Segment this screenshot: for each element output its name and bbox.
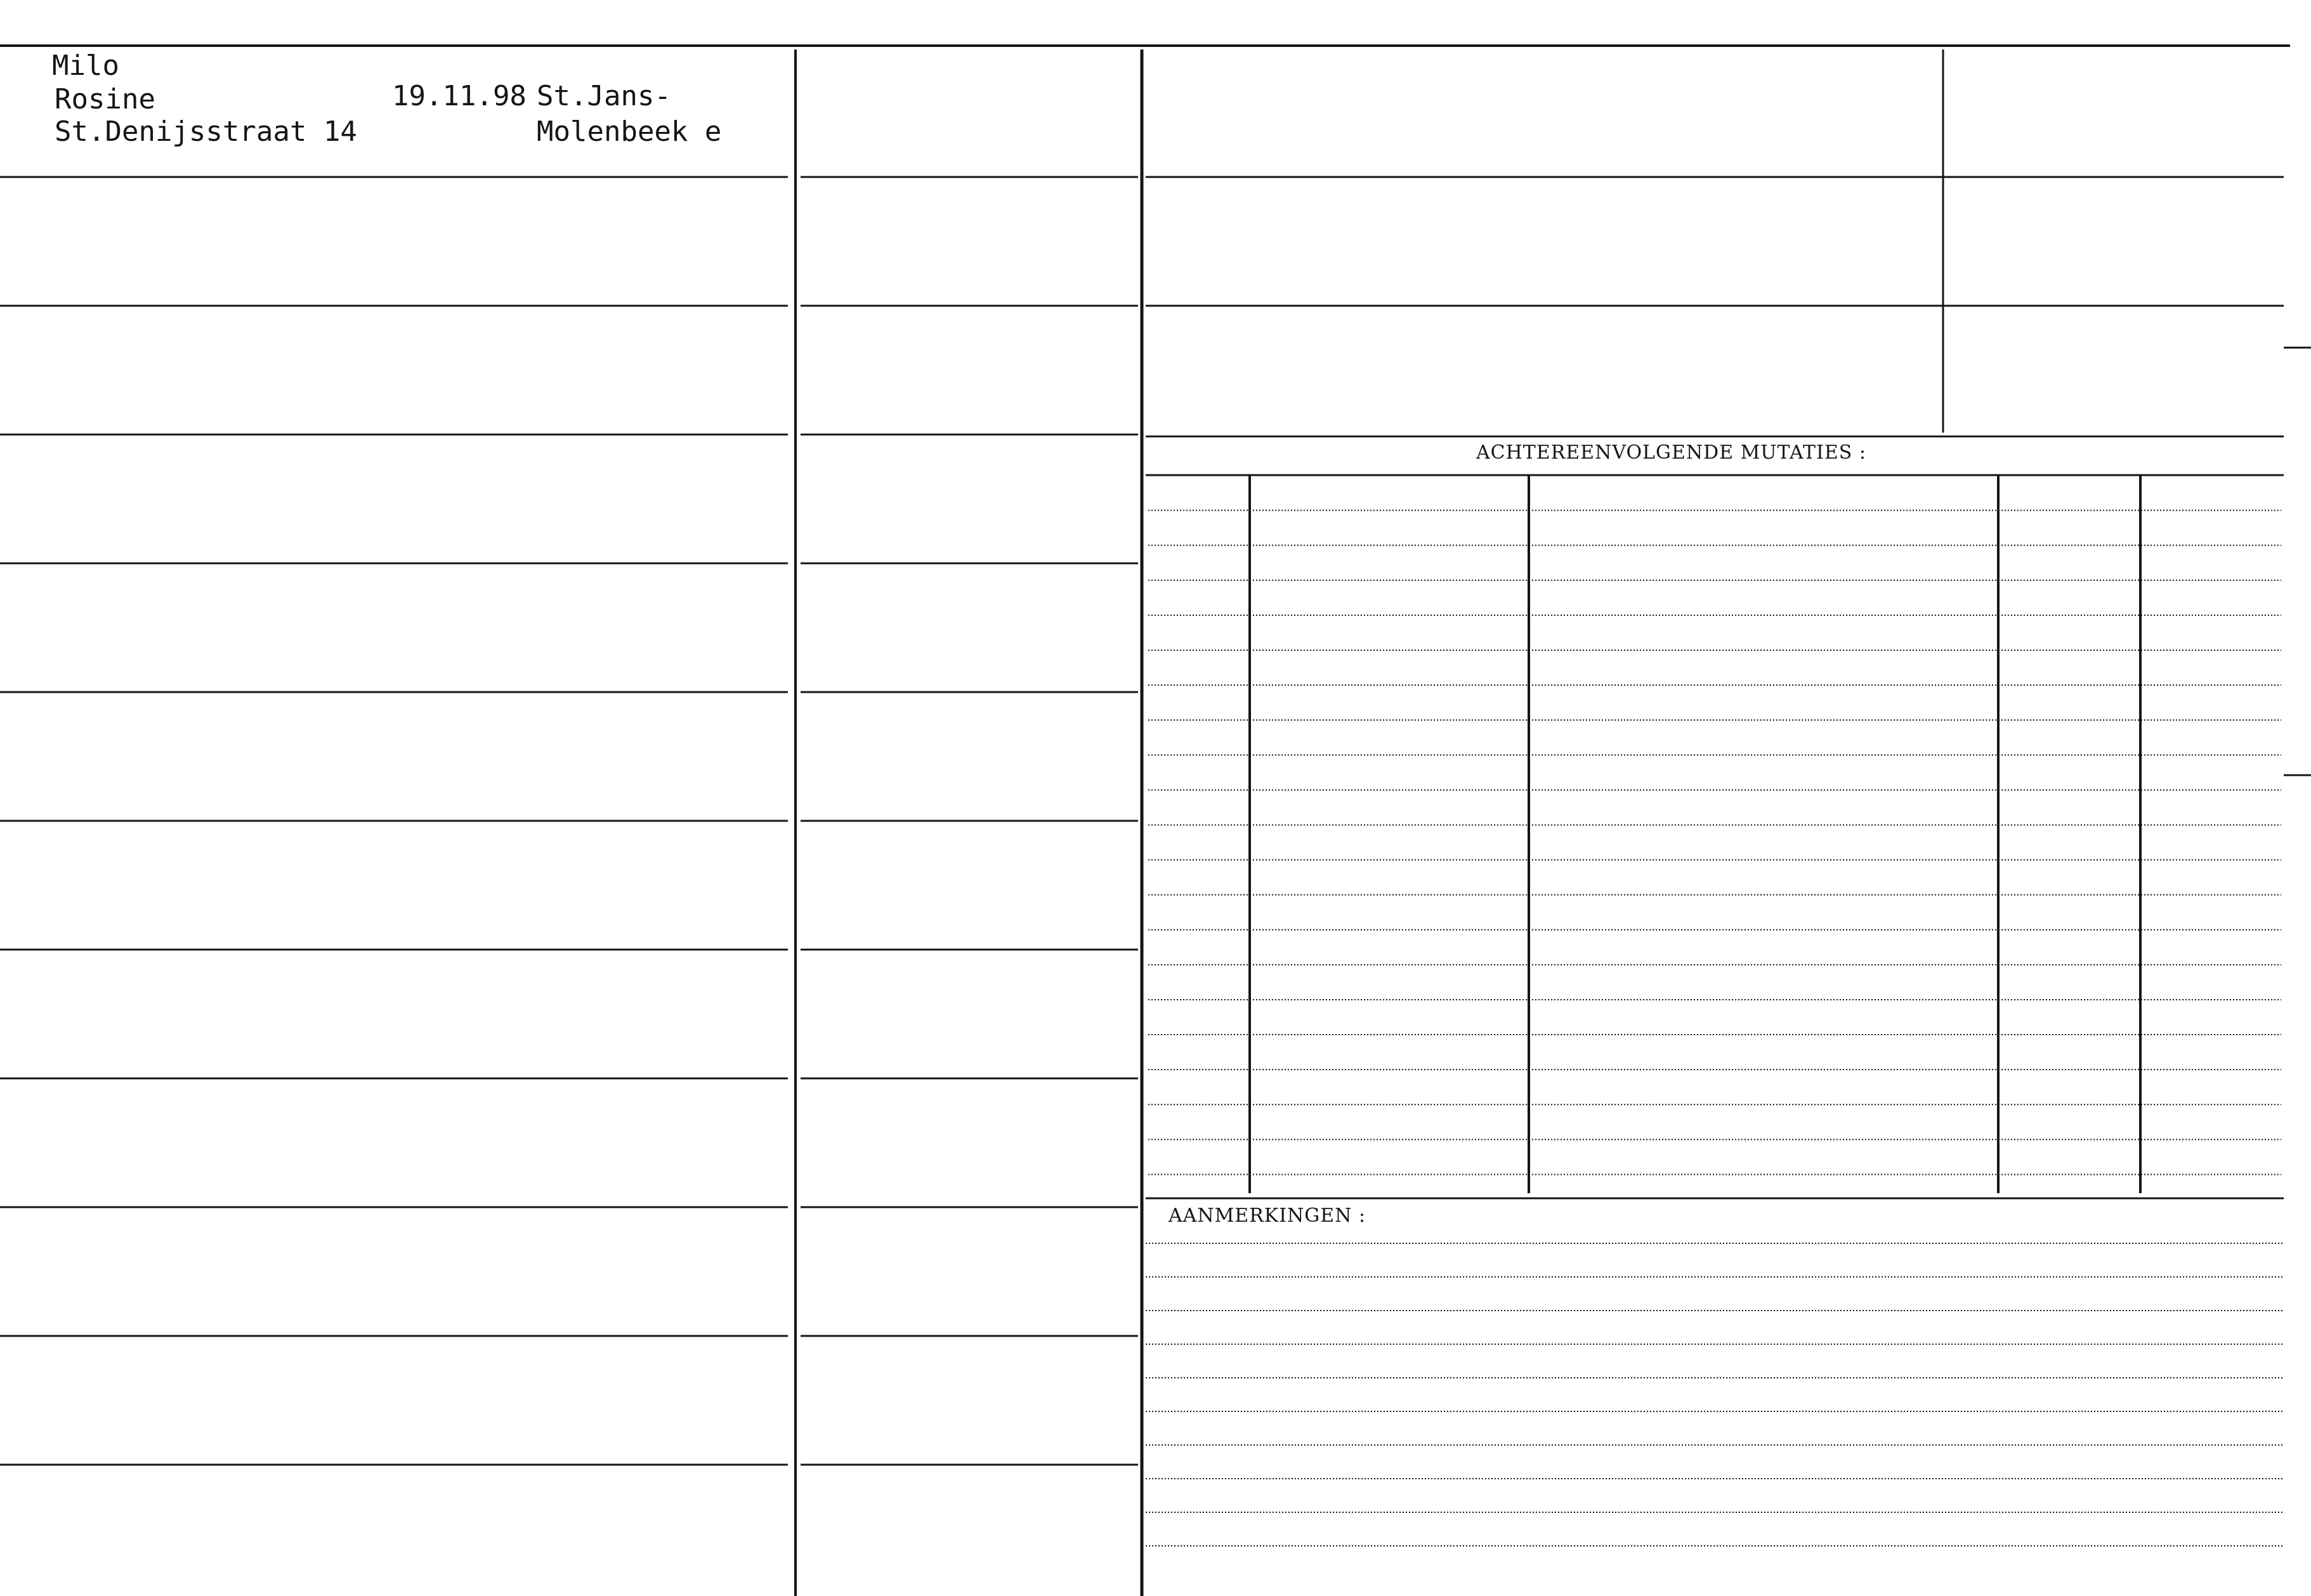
remarks-heading: AANMERKINGEN : <box>1169 1205 1366 1227</box>
birth-date: 19.11.98 <box>392 80 527 112</box>
birth-place-line2: Molenbeek e <box>537 115 722 148</box>
address: St.Denijsstraat 14 <box>55 115 357 148</box>
first-name: Milo <box>52 49 119 82</box>
mutations-heading: ACHTEREENVOLGENDE MUTATIES : <box>1476 442 1866 464</box>
second-name: Rosine <box>55 83 155 115</box>
birth-place-line1: St.Jans- <box>537 80 671 112</box>
